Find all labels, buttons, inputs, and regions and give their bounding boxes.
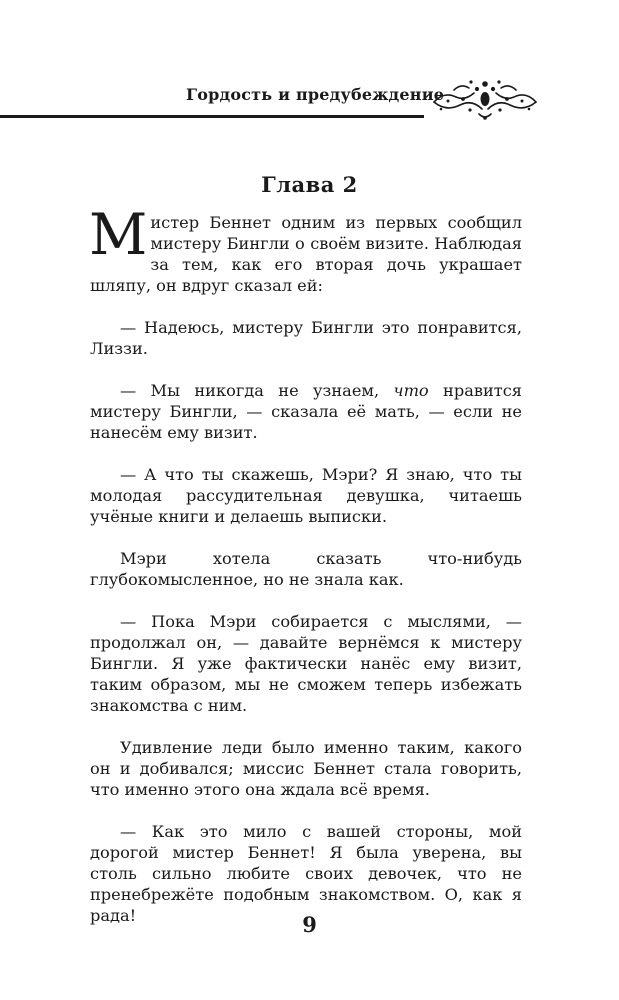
paragraph-text: — Мы никогда не узнаем, (120, 381, 394, 400)
emphasis-word: что (393, 381, 429, 400)
floral-ornament-icon (430, 78, 540, 122)
body-text (89, 202, 522, 947)
running-header (0, 70, 619, 122)
chapter-title: Глава 2 (261, 172, 358, 197)
paragraph (90, 380, 522, 443)
paragraph (89, 202, 522, 296)
paragraph: — Пока Мэри собирается с мыслями, — продолжал он, — давайте вернёмся к мистеру Бингли. Я уже фактически нанёс ему визит, таким образом, мы не сможем теперь избежать знакомства с ним. (90, 612, 522, 715)
paragraph: — Надеюсь, мистеру Бингли это понравится, Лиззи. (90, 318, 522, 358)
page-number: 9 (302, 912, 317, 937)
paragraph: — Как это мило с вашей стороны, мой дорогой мистер Беннет! Я была уверена, вы столь сильно любите своих девочек, что не пренебрежёте подобным знакомством. О, как я рада! (90, 822, 522, 925)
paragraph: — А что ты скажешь, Мэри? Я знаю, что ты молодая рассудительная девушка, читаешь учёные книги и делаешь выписки. (90, 465, 522, 526)
paragraph: Мэри хотела сказать что-нибудь глубокомысленное, но не знала как. (90, 549, 522, 589)
paragraph: Удивление леди было именно таким, какого он и добивался; миссис Беннет стала говорить, что именно этого она ждала всё время. (90, 738, 522, 799)
header-rule (0, 115, 424, 118)
paragraph-text: нравится мистеру Бингли, — сказала её мать, — если не нанесём ему визит. (90, 381, 522, 442)
running-title: Гордость и предубеждение (186, 85, 445, 104)
paragraph-text: истер Беннет одним из первых сообщил мистеру Бингли о своём визите. Наблюдая за тем, как его вторая дочь украшает шляпу, он вдруг сказал ей: (90, 213, 522, 295)
drop-cap: М (89, 202, 148, 268)
